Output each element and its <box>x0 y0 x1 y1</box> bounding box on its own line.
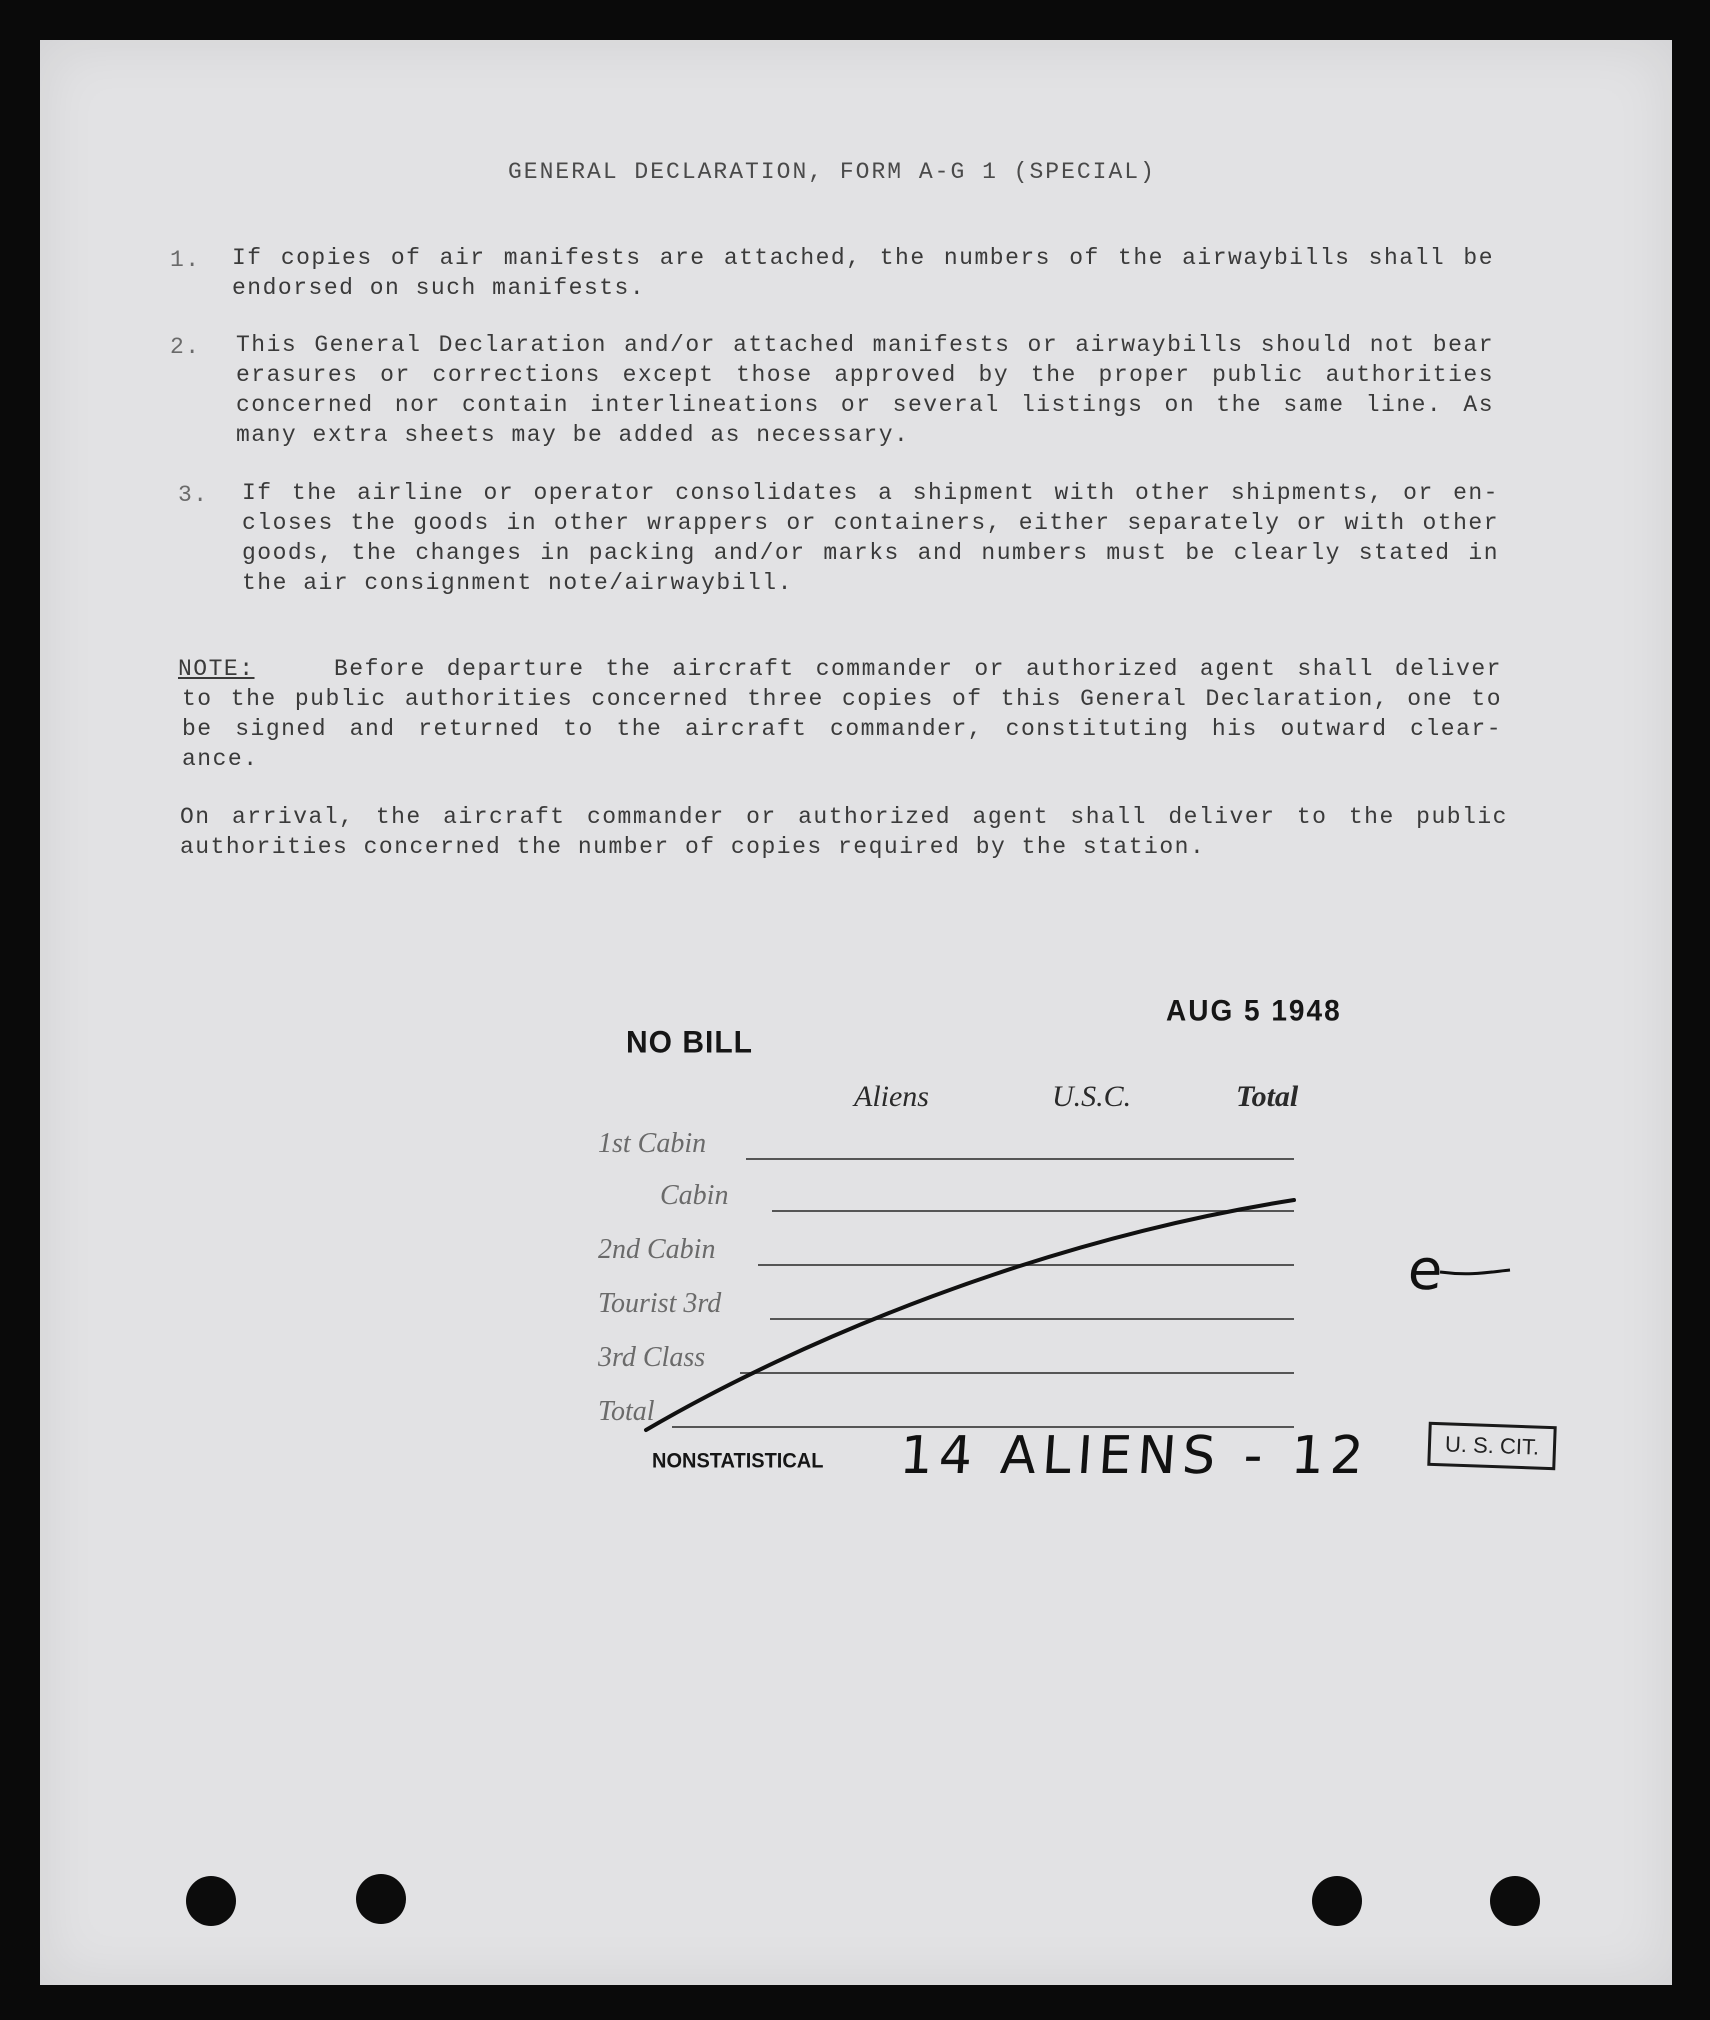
note-label: NOTE: <box>178 656 255 682</box>
text-line: On arrival, the aircraft commander or authorized agent shall deliver to the public <box>180 804 1508 830</box>
text-line: many extra sheets may be added as necessary. <box>236 422 910 448</box>
initial-tail <box>1440 1270 1510 1274</box>
item-number: 3. <box>178 482 209 508</box>
text-line: goods, the changes in packing and/or marks and numbers must be clearly stated in <box>242 540 1499 566</box>
form-title: GENERAL DECLARATION, FORM A-G 1 (SPECIAL) <box>508 159 1156 185</box>
date-stamp: AUG 5 1948 <box>1166 994 1342 1027</box>
row-label-tourist-3rd: Tourist 3rd <box>598 1288 722 1319</box>
strike-line <box>646 1200 1294 1430</box>
no-bill-stamp: NO BILL <box>626 1025 753 1060</box>
item-number: 2. <box>170 334 201 360</box>
handwritten-initial: e <box>1405 1238 1451 1303</box>
column-aliens: Aliens <box>854 1080 929 1113</box>
column-total: Total <box>1236 1080 1299 1113</box>
text-line: the air consignment note/airwaybill. <box>242 570 793 596</box>
row-label-cabin: Cabin <box>660 1180 729 1211</box>
nonstatistical-stamp: NONSTATISTICAL <box>652 1449 824 1473</box>
text-line: concerned nor contain interlineations or several listings on the same line. As <box>236 392 1494 418</box>
text-line: closes the goods in other wrappers or containers, either separately or with other <box>242 510 1499 536</box>
text-line: Before departure the aircraft commander or authorized agent shall deliver <box>334 656 1502 682</box>
text-line: If copies of air manifests are attached, the numbers of the airwaybills shall be <box>232 245 1494 271</box>
text-line: to the public authorities concerned three copies of this General Declaration, one to <box>182 686 1502 712</box>
text-line: endorsed on such manifests. <box>232 275 646 301</box>
text-line: ance. <box>182 746 259 772</box>
text-line: be signed and returned to the aircraft commander, constituting his outward clear- <box>182 716 1502 742</box>
text-line: authorities concerned the number of copies required by the station. <box>180 834 1206 860</box>
document-page <box>40 40 1672 1985</box>
handwritten-count-note: 14 ALIENS - 12 <box>897 1426 1372 1486</box>
text-line: erasures or corrections except those approved by the proper public authorities <box>236 362 1494 388</box>
column-usc: U.S.C. <box>1052 1080 1132 1113</box>
strike-through-mark <box>40 40 1672 1985</box>
row-label-3rd-class: 3rd Class <box>598 1342 706 1373</box>
row-label-1st-cabin: 1st Cabin <box>598 1128 707 1159</box>
text-line: This General Declaration and/or attached manifests or airwaybills should not bear <box>236 332 1494 358</box>
us-citizen-stamp: U. S. CIT. <box>1427 1422 1557 1470</box>
row-label-2nd-cabin: 2nd Cabin <box>598 1234 716 1265</box>
item-number: 1. <box>170 247 201 273</box>
text-line: If the airline or operator consolidates a shipment with other shipments, or en- <box>242 480 1499 506</box>
row-label-total: Total <box>598 1396 655 1427</box>
